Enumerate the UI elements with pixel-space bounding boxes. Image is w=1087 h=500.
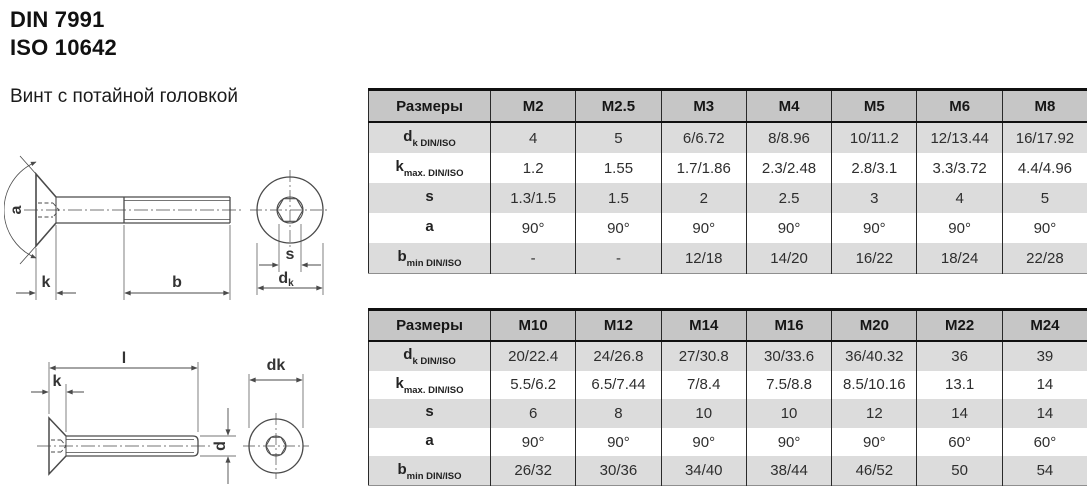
spec-value: 27/30.8 (661, 341, 746, 371)
spec-value: 1.55 (576, 153, 661, 183)
row-label-symbol: d (403, 128, 413, 145)
row-label-symbol: s (425, 403, 434, 421)
row-label-subscript: max. DIN/ISO (403, 168, 464, 179)
row-label (369, 122, 491, 153)
size-column-header: M3 (661, 90, 746, 123)
dim-label-dk: dk (266, 357, 286, 374)
spec-value: 10 (661, 399, 746, 428)
spec-value: 14 (1002, 399, 1087, 428)
spec-value: 14/20 (746, 243, 831, 274)
spec-row (369, 428, 1087, 457)
standards-block (10, 6, 117, 62)
screw-drawing-bottom (4, 348, 336, 498)
dim-label-s: s (285, 246, 295, 263)
spec-table (368, 308, 1087, 486)
spec-table (368, 88, 1087, 274)
spec-table-m2-m8 (368, 88, 1087, 274)
row-label-symbol: d (403, 346, 413, 364)
product-name: Винт с потайной головкой (10, 86, 238, 107)
spec-value: 4 (917, 183, 1002, 213)
spec-value: 2.8/3.1 (832, 153, 917, 183)
spec-value: 18/24 (917, 243, 1002, 274)
size-column-header: M14 (661, 310, 746, 342)
spec-value: 4 (491, 122, 576, 153)
spec-table-m10-m24 (368, 308, 1087, 486)
row-label (369, 399, 491, 428)
spec-value: 90° (491, 213, 576, 243)
spec-value: 2.3/2.48 (746, 153, 831, 183)
spec-row (369, 399, 1087, 428)
spec-value: 2.5 (746, 183, 831, 213)
row-label-subscript: max. DIN/ISO (403, 384, 464, 396)
spec-value: 54 (1002, 456, 1087, 485)
spec-row (369, 371, 1087, 400)
row-label-subscript: min DIN/ISO (406, 470, 462, 482)
spec-value: 16/17.92 (1002, 122, 1087, 153)
size-column-header: M2.5 (576, 90, 661, 123)
spec-value: 6.5/7.44 (576, 371, 661, 400)
spec-value: 12 (832, 399, 917, 428)
spec-value: 1.3/1.5 (491, 183, 576, 213)
spec-row (369, 122, 1087, 153)
spec-value: 7.5/8.8 (746, 371, 831, 400)
dim-label-angle-a: a (8, 205, 25, 215)
spec-value: 46/52 (832, 456, 917, 485)
spec-value: 6 (491, 399, 576, 428)
spec-value: 8/8.96 (746, 122, 831, 153)
spec-value: 16/22 (832, 243, 917, 274)
row-label (369, 428, 491, 457)
row-label (369, 243, 491, 274)
row-label (369, 456, 491, 485)
spec-value: 38/44 (746, 456, 831, 485)
screw-drawing-top (4, 148, 356, 308)
dim-label-b: b (172, 274, 182, 291)
row-label-subscript: k DIN/ISO (412, 356, 456, 368)
dim-label-l: l (121, 350, 127, 367)
spec-value: 8 (576, 399, 661, 428)
size-column-header: M22 (917, 310, 1002, 342)
row-label (369, 183, 491, 213)
spec-value: 90° (832, 213, 917, 243)
row-label-symbol: k (395, 374, 404, 392)
dim-label-dk: dk (278, 270, 294, 289)
spec-value: 2 (661, 183, 746, 213)
sizes-column-header: Размеры (369, 310, 491, 342)
standard-iso: ISO 10642 (10, 35, 117, 60)
sizes-column-header: Размеры (369, 90, 491, 123)
spec-value: 24/26.8 (576, 341, 661, 371)
spec-value: 90° (576, 428, 661, 457)
spec-value: 14 (1002, 371, 1087, 400)
spec-value: 1.5 (576, 183, 661, 213)
header-row (369, 310, 1087, 342)
spec-value: 50 (917, 456, 1002, 485)
spec-value: 36 (917, 341, 1002, 371)
spec-value: 6/6.72 (661, 122, 746, 153)
size-column-header: M20 (832, 310, 917, 342)
spec-value: 12/13.44 (917, 122, 1002, 153)
size-column-header: M2 (491, 90, 576, 123)
size-column-header: M10 (491, 310, 576, 342)
size-column-header: M6 (917, 90, 1002, 123)
spec-value: 13.1 (917, 371, 1002, 400)
row-label-symbol: b (397, 460, 407, 478)
spec-value: 10 (746, 399, 831, 428)
size-column-header: M8 (1002, 90, 1087, 123)
standard-din: DIN 7991 (10, 7, 105, 32)
spec-value: 90° (832, 428, 917, 457)
dim-label-k: k (41, 274, 51, 291)
spec-value: 12/18 (661, 243, 746, 274)
spec-row (369, 153, 1087, 183)
dim-label-k: k (52, 373, 62, 390)
spec-value: 10/11.2 (832, 122, 917, 153)
row-label-symbol: a (425, 432, 434, 450)
row-label-symbol: k (395, 158, 404, 175)
spec-value: 1.2 (491, 153, 576, 183)
spec-value: 14 (917, 399, 1002, 428)
spec-value: 34/40 (661, 456, 746, 485)
dim-label-d: d (212, 441, 229, 451)
spec-value: 8.5/10.16 (832, 371, 917, 400)
row-label (369, 153, 491, 183)
spec-value: 3.3/3.72 (917, 153, 1002, 183)
spec-row (369, 456, 1087, 485)
size-column-header: M12 (576, 310, 661, 342)
spec-value: 90° (661, 428, 746, 457)
spec-value: 90° (917, 213, 1002, 243)
size-column-header: M16 (746, 310, 831, 342)
header-row (369, 90, 1087, 123)
spec-value: 20/22.4 (491, 341, 576, 371)
spec-value: 90° (746, 428, 831, 457)
spec-value: 90° (576, 213, 661, 243)
row-label (369, 341, 491, 371)
spec-value: 26/32 (491, 456, 576, 485)
spec-value: 1.7/1.86 (661, 153, 746, 183)
spec-value: - (576, 243, 661, 274)
spec-value: 90° (746, 213, 831, 243)
spec-value: - (491, 243, 576, 274)
row-label-subscript: k DIN/ISO (412, 138, 456, 149)
spec-value: 22/28 (1002, 243, 1087, 274)
row-label (369, 371, 491, 400)
spec-value: 30/33.6 (746, 341, 831, 371)
size-column-header: M4 (746, 90, 831, 123)
row-label-symbol: b (397, 248, 407, 265)
row-label-subscript: min DIN/ISO (406, 258, 462, 269)
row-label-symbol: s (425, 188, 434, 205)
spec-value: 90° (1002, 213, 1087, 243)
spec-row (369, 341, 1087, 371)
spec-value: 30/36 (576, 456, 661, 485)
spec-value: 39 (1002, 341, 1087, 371)
spec-value: 5 (1002, 183, 1087, 213)
size-column-header: M24 (1002, 310, 1087, 342)
spec-row (369, 183, 1087, 213)
spec-row (369, 243, 1087, 274)
spec-value: 60° (1002, 428, 1087, 457)
row-label (369, 213, 491, 243)
size-column-header: M5 (832, 90, 917, 123)
spec-value: 5 (576, 122, 661, 153)
spec-value: 36/40.32 (832, 341, 917, 371)
spec-value: 4.4/4.96 (1002, 153, 1087, 183)
spec-value: 60° (917, 428, 1002, 457)
spec-row (369, 213, 1087, 243)
spec-value: 3 (832, 183, 917, 213)
spec-value: 5.5/6.2 (491, 371, 576, 400)
spec-value: 90° (491, 428, 576, 457)
spec-value: 7/8.4 (661, 371, 746, 400)
row-label-symbol: a (425, 218, 434, 235)
spec-value: 90° (661, 213, 746, 243)
